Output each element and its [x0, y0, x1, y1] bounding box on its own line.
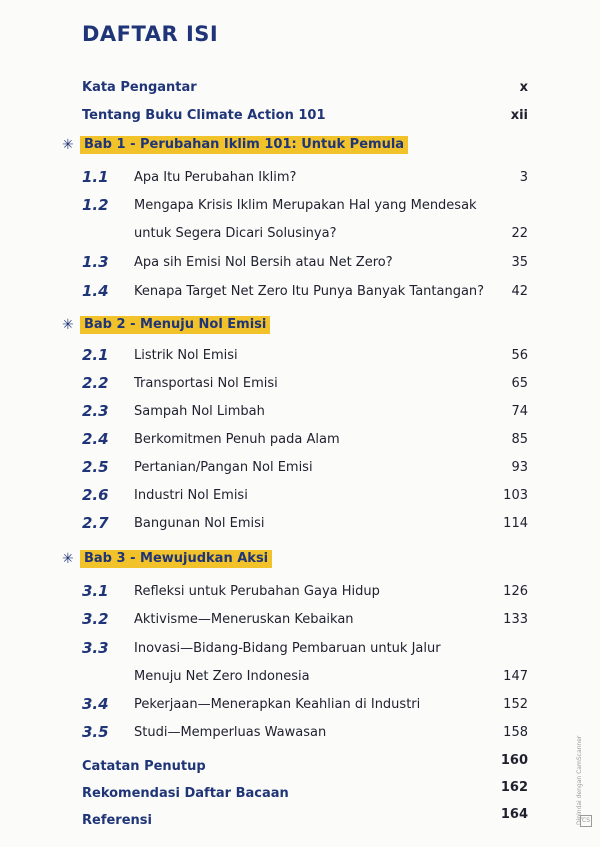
toc-entry [0, 376, 600, 398]
entry-title: Bangunan Nol Emisi [134, 516, 265, 531]
toc-item-page: 164 [500, 807, 528, 822]
toc-entry [0, 348, 600, 370]
entry-page: 93 [511, 460, 528, 475]
toc-entry-continuation [0, 226, 600, 248]
entry-page: 103 [503, 488, 528, 503]
toc-item-label: Rekomendasi Daftar Bacaan [82, 786, 289, 801]
chapter-label: Bab 2 - Menuju Nol Emisi [80, 316, 270, 334]
toc-front-item [0, 108, 600, 130]
entry-title: Studi—Memperluas Wawasan [134, 725, 327, 740]
entry-title: Apa sih Emisi Nol Bersih atau Net Zero? [134, 255, 393, 270]
entry-page: 35 [511, 255, 528, 270]
entry-page: 74 [511, 404, 528, 419]
entry-number: 2.2 [82, 374, 109, 392]
toc-entry [0, 432, 600, 454]
entry-page: 147 [503, 669, 528, 684]
entry-title: Kenapa Target Net Zero Itu Punya Banyak Tantangan? [134, 284, 485, 299]
entry-page: 42 [511, 284, 528, 299]
entry-title: Transportasi Nol Emisi [134, 376, 278, 391]
entry-number: 3.3 [82, 639, 109, 657]
toc-entry [0, 697, 600, 719]
toc-item-label: Tentang Buku Climate Action 101 [82, 108, 326, 123]
toc-back-item [0, 807, 600, 835]
toc-entry [0, 404, 600, 426]
entry-number: 1.2 [82, 196, 109, 214]
entry-page: 158 [503, 725, 528, 740]
entry-number: 3.1 [82, 582, 109, 600]
toc-item-label: Referensi [82, 813, 152, 828]
entry-page: 114 [503, 516, 528, 531]
entry-number: 1.1 [82, 168, 109, 186]
toc-item-label: Kata Pengantar [82, 80, 197, 95]
entry-title: Inovasi—Bidang-Bidang Pembaruan untuk Jalur [134, 641, 441, 656]
toc-item-page: xii [510, 108, 528, 123]
entry-title: Industri Nol Emisi [134, 488, 248, 503]
entry-page: 133 [503, 612, 528, 627]
toc-entry [0, 198, 600, 220]
entry-title: Apa Itu Perubahan Iklim? [134, 170, 297, 185]
toc-item-page: x [519, 80, 528, 95]
entry-title: Listrik Nol Emisi [134, 348, 238, 363]
entry-number: 3.4 [82, 695, 109, 713]
toc-entry [0, 170, 600, 192]
entry-number: 2.7 [82, 514, 109, 532]
entry-number: 2.6 [82, 486, 109, 504]
toc-back-item [0, 753, 600, 781]
toc-entry-continuation [0, 669, 600, 691]
entry-title: Berkomitmen Penuh pada Alam [134, 432, 340, 447]
chapter-label: Bab 1 - Perubahan Iklim 101: Untuk Pemula [80, 136, 408, 154]
scanner-watermark [576, 705, 596, 825]
toc-entry [0, 255, 600, 277]
entry-number: 3.2 [82, 610, 109, 628]
entry-number: 2.3 [82, 402, 109, 420]
entry-page: 65 [511, 376, 528, 391]
entry-title-continued: untuk Segera Dicari Solusinya? [134, 226, 337, 241]
asterisk-icon: ✳ [62, 551, 74, 567]
entry-title: Sampah Nol Limbah [134, 404, 265, 419]
entry-number: 1.4 [82, 282, 109, 300]
camscanner-logo-icon: CS [580, 815, 592, 827]
entry-page: 56 [511, 348, 528, 363]
entry-page: 126 [503, 584, 528, 599]
toc-entry [0, 641, 600, 663]
toc-entry [0, 488, 600, 510]
toc-entry [0, 725, 600, 747]
entry-title: Pertanian/Pangan Nol Emisi [134, 460, 313, 475]
toc-entry [0, 584, 600, 606]
toc-back-item [0, 780, 600, 808]
entry-title: Mengapa Krisis Iklim Merupakan Hal yang Mendesak [134, 198, 477, 213]
entry-page: 3 [519, 170, 528, 185]
entry-number: 2.1 [82, 346, 109, 364]
asterisk-icon: ✳ [62, 317, 74, 333]
entry-title-continued: Menuju Net Zero Indonesia [134, 669, 310, 684]
toc-entry [0, 516, 600, 538]
page-title: DAFTAR ISI [82, 22, 219, 46]
entry-title: Refleksi untuk Perubahan Gaya Hidup [134, 584, 380, 599]
entry-page: 152 [503, 697, 528, 712]
entry-number: 3.5 [82, 723, 109, 741]
entry-page: 22 [511, 226, 528, 241]
entry-page: 85 [511, 432, 528, 447]
entry-number: 2.4 [82, 430, 109, 448]
entry-title: Pekerjaan—Menerapkan Keahlian di Industri [134, 697, 421, 712]
toc-entry [0, 612, 600, 634]
toc-item-page: 160 [500, 753, 528, 768]
toc-entry [0, 284, 600, 306]
toc-item-label: Catatan Penutup [82, 759, 206, 774]
entry-number: 1.3 [82, 253, 109, 271]
toc-entry [0, 460, 600, 482]
watermark-text: Dipindai dengan CamScanner [576, 735, 583, 825]
toc-front-item [0, 80, 600, 102]
toc-item-page: 162 [500, 780, 528, 795]
asterisk-icon: ✳ [62, 137, 74, 153]
entry-number: 2.5 [82, 458, 109, 476]
chapter-label: Bab 3 - Mewujudkan Aksi [80, 550, 272, 568]
entry-title: Aktivisme—Meneruskan Kebaikan [134, 612, 354, 627]
